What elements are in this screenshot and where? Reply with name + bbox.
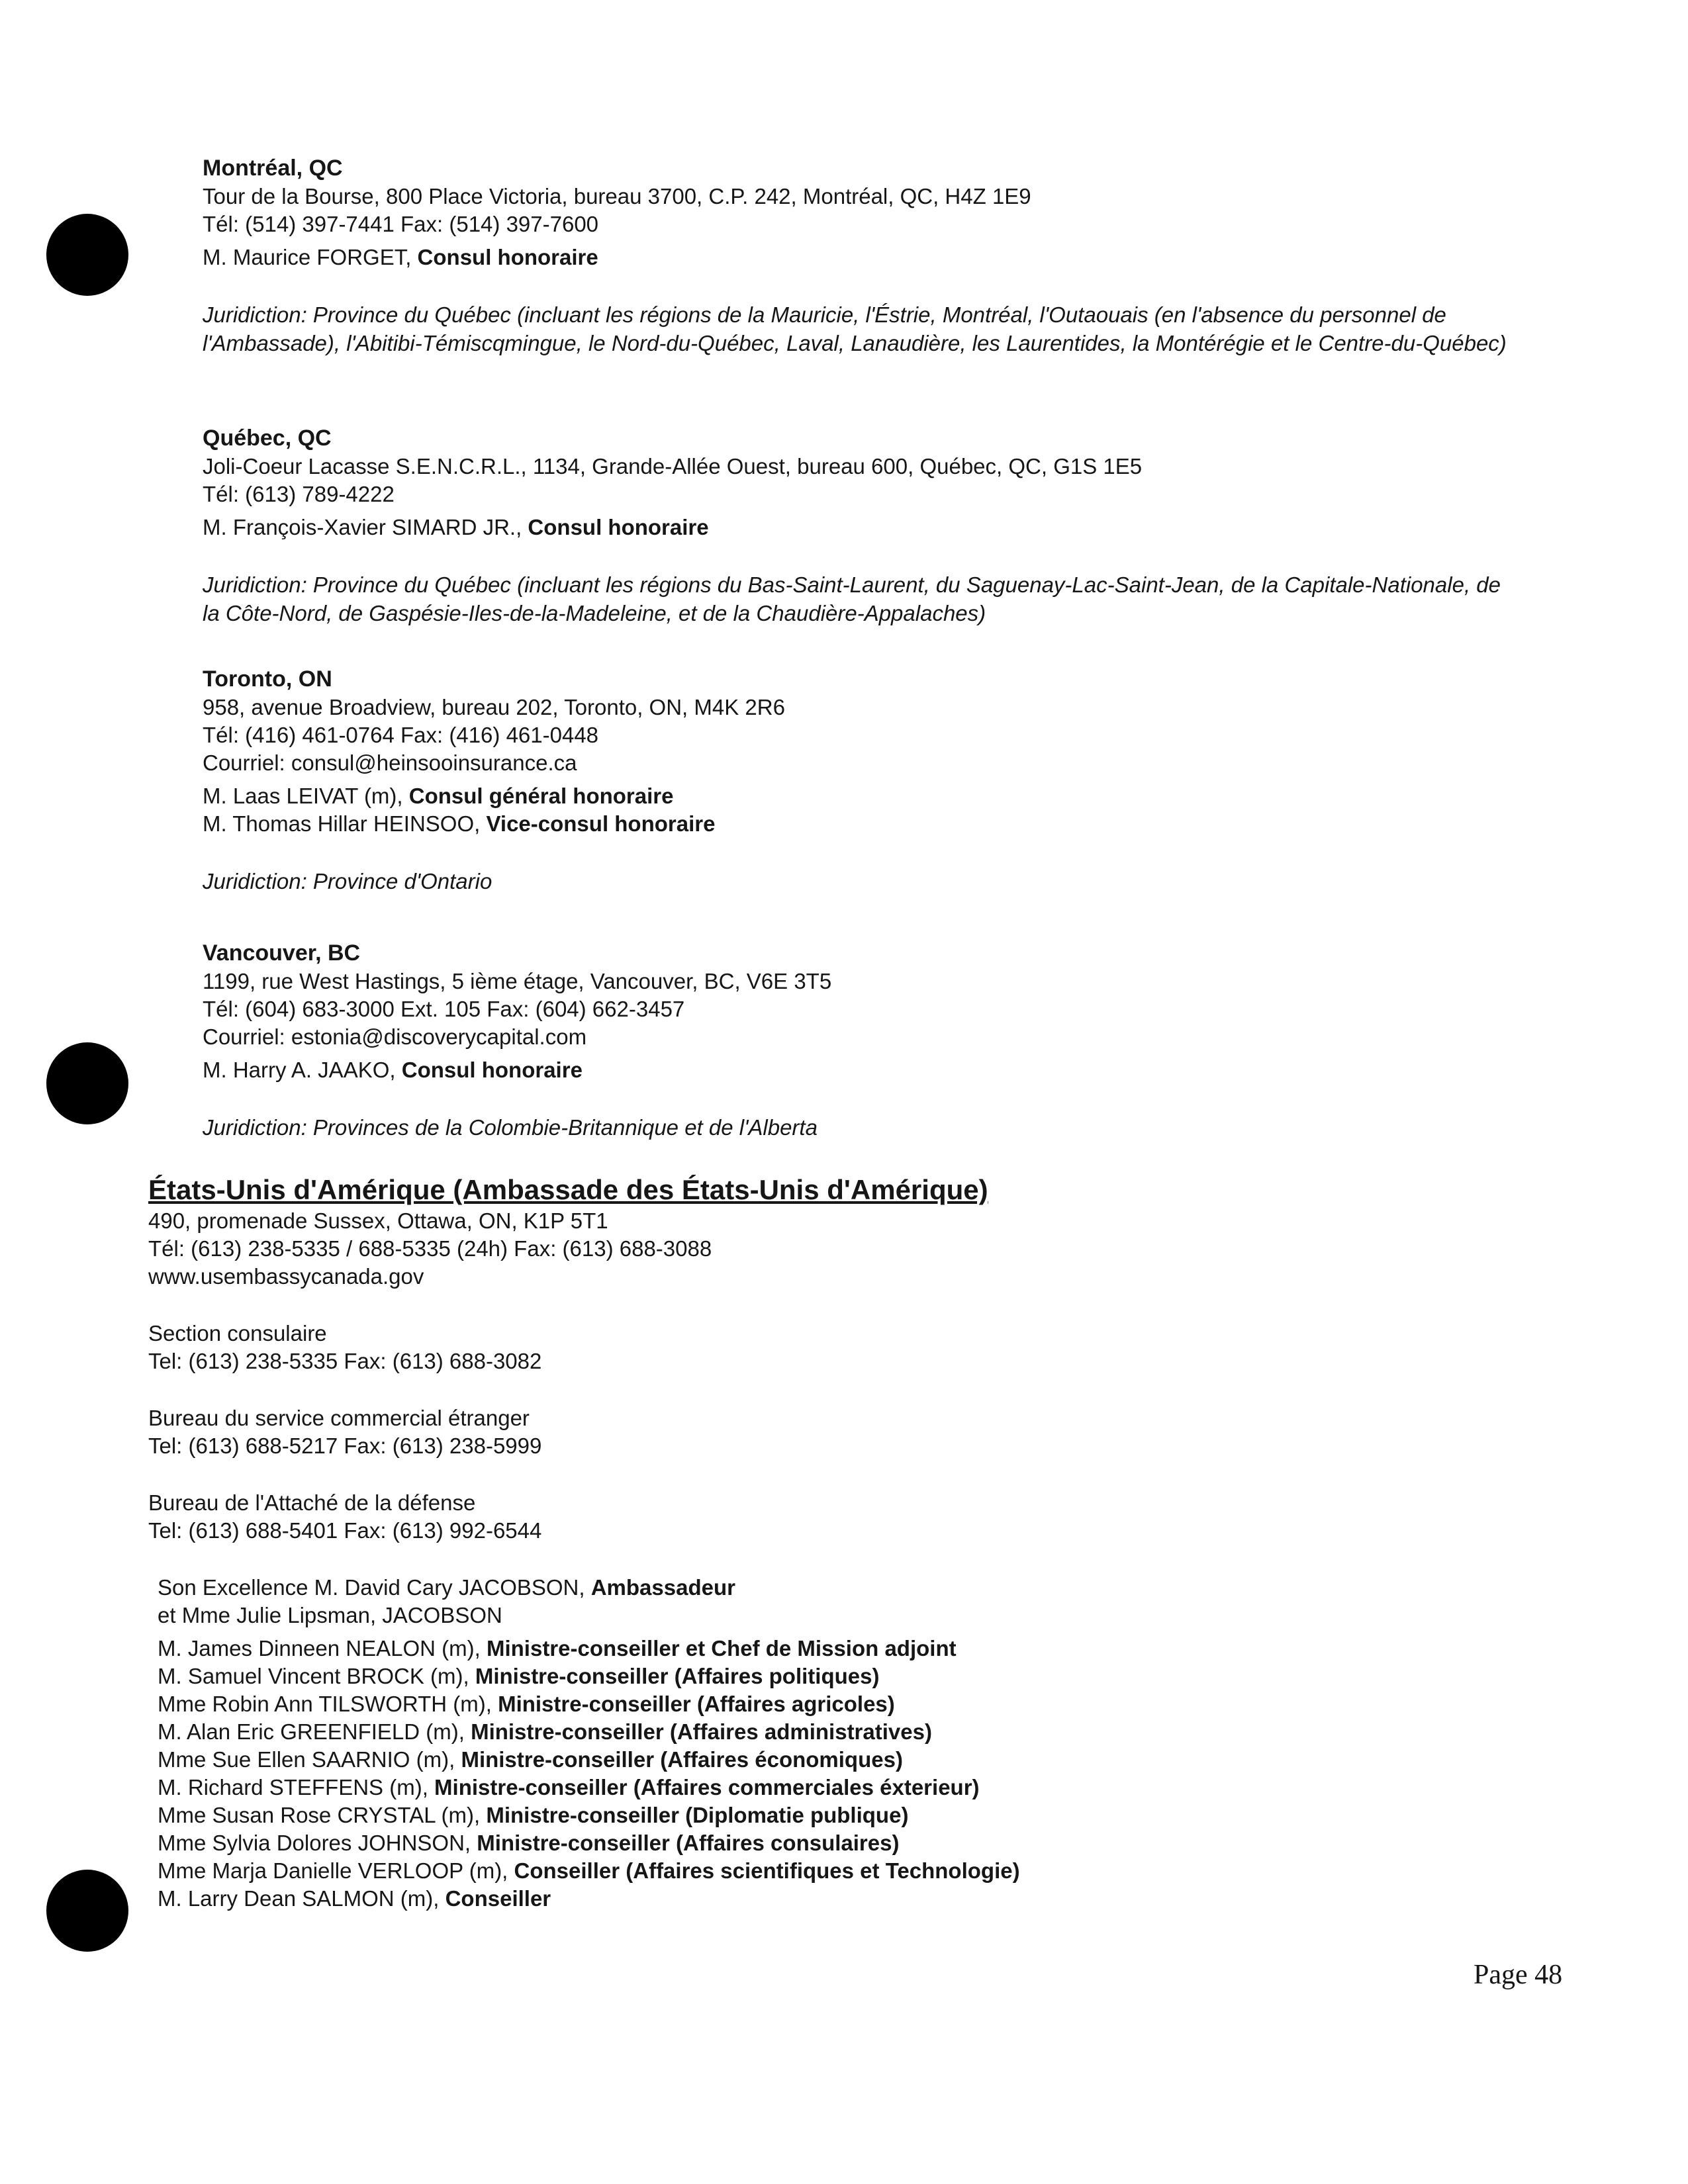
person-name: Mme Sue Ellen SAARNIO (m), [158, 1747, 455, 1772]
person-name: M. James Dinneen NEALON (m), [158, 1636, 481, 1661]
city-heading: Québec, QC [203, 426, 332, 451]
consulate-quebec [203, 424, 1560, 627]
binder-hole-middle [46, 1042, 128, 1124]
consul-entry [203, 244, 1560, 271]
ambassador-entry [158, 1574, 1605, 1602]
person-name: M. Laas LEIVAT (m), [203, 784, 403, 808]
email-line: Courriel: consul@heinsooinsurance.ca [203, 751, 577, 775]
page-number: Page 48 [1474, 1960, 1563, 1990]
consulate-montreal [203, 154, 1560, 357]
person-name: Mme Marja Danielle VERLOOP (m), [158, 1858, 508, 1883]
staff-entry [158, 1885, 1605, 1913]
person-name: M. Maurice FORGET, [203, 245, 412, 269]
person-title: Conseiller [445, 1886, 551, 1911]
person-name: M. Alan Eric GREENFIELD (m), [158, 1719, 465, 1744]
staff-entry [158, 1801, 1605, 1829]
person-title: Ministre-conseiller (Diplomatie publique) [486, 1803, 909, 1827]
embassy-usa [148, 1173, 1605, 1913]
phone-line: Tél: (416) 461-0764 Fax: (416) 461-0448 [203, 723, 599, 747]
embassy-website: www.usembassycanada.gov [148, 1264, 424, 1289]
city-heading: Toronto, ON [203, 666, 332, 692]
person-name: M. Harry A. JAAKO, [203, 1058, 396, 1082]
jurisdiction-text: Juridiction: Province du Québec (incluant les régions de la Mauricie, l'Éstrie, Montréal, l'Outaouais (en l'absence du personnel de l'Ambassade), l'Abitibi-Témiscqmingue, le Nord-du-Québec, Laval, Lanaudière, les Laurentides, la Montérégie et le Centre-du-Québec) [203, 302, 1507, 355]
person-name: Son Excellence M. David Cary JACOBSON, [158, 1575, 585, 1600]
staff-entry [158, 1829, 1605, 1857]
section-name: Bureau de l'Attaché de la défense [148, 1490, 476, 1515]
person-title: Ministre-conseiller et Chef de Mission adjoint [486, 1636, 957, 1661]
staff-entry [158, 1635, 1605, 1662]
staff-entry [158, 1857, 1605, 1885]
jurisdiction-text: Juridiction: Province d'Ontario [203, 869, 492, 893]
person-title: Ministre-conseiller (Affaires commerciales éxterieur) [434, 1775, 980, 1799]
embassy-address: 490, promenade Sussex, Ottawa, ON, K1P 5T1 [148, 1208, 608, 1233]
binder-hole-top [46, 214, 128, 296]
jurisdiction-text: Juridiction: Province du Québec (incluant les régions du Bas-Saint-Laurent, du Saguenay-Lac-Saint-Jean, de la Capitale-Nationale, de la Côte-Nord, de Gaspésie-Iles-de-la-Madeleine, et de la Chaudière-Appalaches) [203, 572, 1501, 625]
section-phone: Tel: (613) 238-5335 Fax: (613) 688-3082 [148, 1349, 542, 1373]
person-name: M. François-Xavier SIMARD JR., [203, 515, 522, 539]
section-name: Bureau du service commercial étranger [148, 1406, 530, 1430]
person-name: Mme Robin Ann TILSWORTH (m), [158, 1692, 492, 1716]
person-name: M. Larry Dean SALMON (m), [158, 1886, 440, 1911]
section-phone: Tel: (613) 688-5401 Fax: (613) 992-6544 [148, 1518, 542, 1543]
address-line: 1199, rue West Hastings, 5 ième étage, Vancouver, BC, V6E 3T5 [203, 969, 832, 993]
phone-line: Tél: (604) 683-3000 Ext. 105 Fax: (604) 662-3457 [203, 997, 685, 1021]
person-title: Vice-consul honoraire [486, 811, 716, 836]
person-name: Mme Sylvia Dolores JOHNSON, [158, 1831, 471, 1855]
city-heading: Montréal, QC [203, 156, 343, 181]
staff-list [158, 1574, 1605, 1913]
staff-entry [158, 1662, 1605, 1690]
consul-entry [203, 1056, 1560, 1084]
person-title: Ministre-conseiller (Affaires économiques) [461, 1747, 903, 1772]
person-title: Consul honoraire [417, 245, 598, 269]
address-line: Tour de la Bourse, 800 Place Victoria, bureau 3700, C.P. 242, Montréal, QC, H4Z 1E9 [203, 184, 1031, 208]
embassy-phone: Tél: (613) 238-5335 / 688-5335 (24h) Fax: (613) 688-3088 [148, 1236, 712, 1261]
person-title: Consul honoraire [528, 515, 709, 539]
embassy-heading: États-Unis d'Amérique (Ambassade des États-Unis d'Amérique) [148, 1174, 988, 1205]
person-name: M. Samuel Vincent BROCK (m), [158, 1664, 469, 1688]
person-title: Ministre-conseiller (Affaires politiques) [475, 1664, 880, 1688]
phone-line: Tél: (514) 397-7441 Fax: (514) 397-7600 [203, 212, 599, 236]
person-title: Consul honoraire [401, 1058, 583, 1082]
section-name: Section consulaire [148, 1321, 327, 1345]
address-line: Joli-Coeur Lacasse S.E.N.C.R.L., 1134, Grande-Allée Ouest, bureau 600, Québec, QC, G1S 1E5 [203, 454, 1143, 478]
consul-entry [203, 810, 1560, 838]
person-title: Ministre-conseiller (Affaires consulaires) [477, 1831, 900, 1855]
person-name: M. Thomas Hillar HEINSOO, [203, 811, 481, 836]
staff-entry [158, 1718, 1605, 1746]
consul-entry [203, 514, 1560, 541]
section-phone: Tel: (613) 688-5217 Fax: (613) 238-5999 [148, 1433, 542, 1458]
person-title: Ministre-conseiller (Affaires administratives) [471, 1719, 932, 1744]
person-name: Mme Susan Rose CRYSTAL (m), [158, 1803, 481, 1827]
consulate-vancouver [203, 938, 1560, 1142]
email-line: Courriel: estonia@discoverycapital.com [203, 1024, 587, 1049]
consul-entry [203, 782, 1560, 810]
person-name: M. Richard STEFFENS (m), [158, 1775, 428, 1799]
staff-entry [158, 1746, 1605, 1774]
person-title: Ministre-conseiller (Affaires agricoles) [498, 1692, 895, 1716]
phone-line: Tél: (613) 789-4222 [203, 482, 395, 506]
jurisdiction-text: Juridiction: Provinces de la Colombie-Britannique et de l'Alberta [203, 1115, 818, 1140]
binder-hole-bottom [46, 1870, 128, 1952]
person-title: Consul général honoraire [408, 784, 674, 808]
address-line: 958, avenue Broadview, bureau 202, Toronto, ON, M4K 2R6 [203, 695, 785, 719]
staff-entry [158, 1774, 1605, 1801]
person-title: Ambassadeur [590, 1575, 735, 1600]
person-title: Conseiller (Affaires scientifiques et Technologie) [514, 1858, 1020, 1883]
consulate-toronto [203, 664, 1560, 895]
spouse-entry: et Mme Julie Lipsman, JACOBSON [158, 1603, 502, 1627]
city-heading: Vancouver, BC [203, 940, 361, 966]
staff-entry [158, 1690, 1605, 1718]
